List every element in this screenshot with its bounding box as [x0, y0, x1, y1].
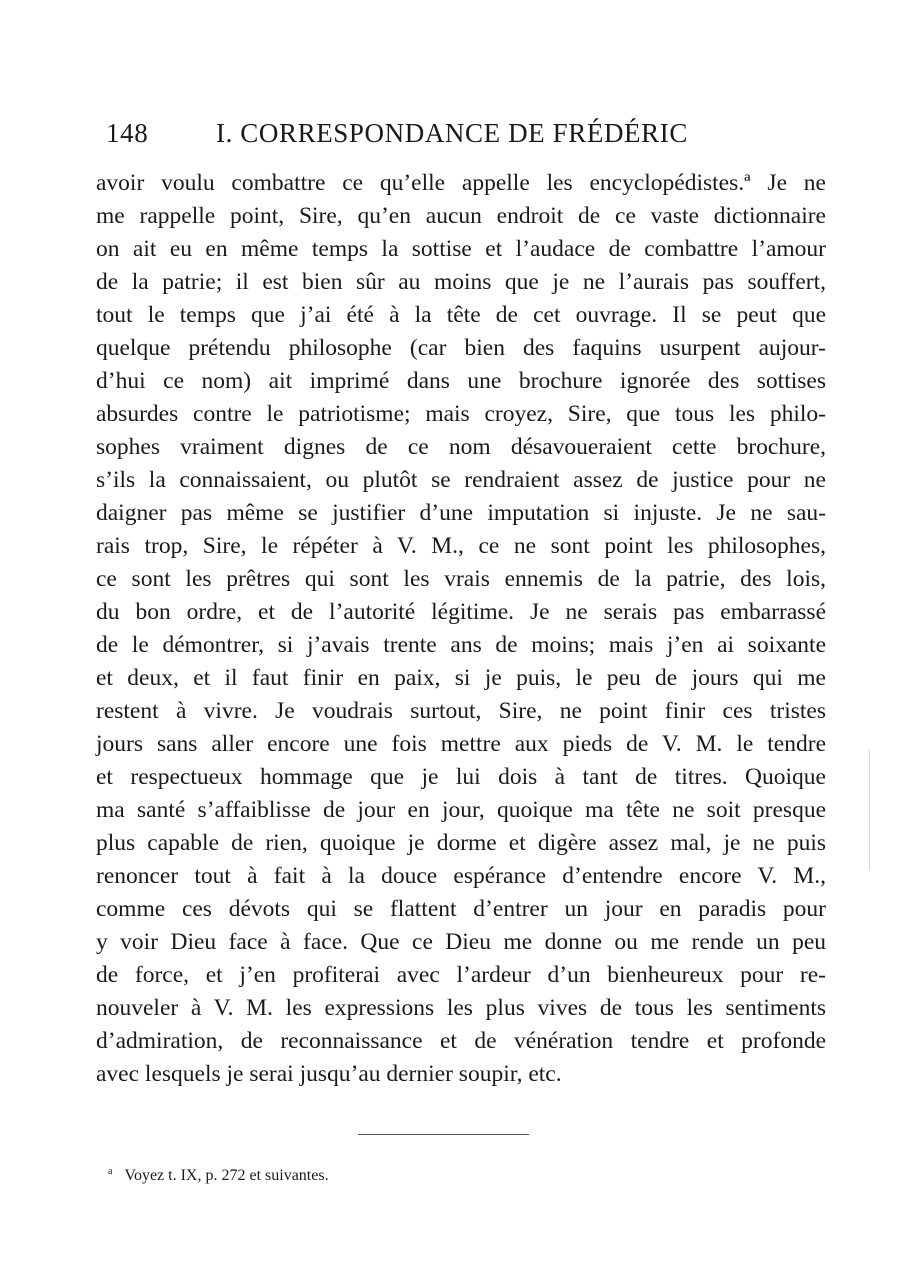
text-line: renoncer tout à fait à la douce espérance d’entendre encore V. M., — [96, 863, 826, 889]
running-title: I. CORRESPONDANCE DE FRÉDÉRIC — [216, 118, 688, 148]
text-line: plus capable de rien, quoique je dorme et digère assez mal, je ne puis — [96, 830, 826, 856]
footnote — [108, 1166, 329, 1185]
text-line: et respectueux hommage que je lui dois à tant de titres. Quoique — [96, 764, 826, 790]
text-line: jours sans aller encore une fois mettre aux pieds de V. M. le tendre — [96, 731, 826, 757]
text-line: s’ils la connaissaient, ou plutôt se rendraient assez de justice pour ne — [96, 467, 826, 493]
text-line: avoir voulu combattre ce qu’elle appelle les encyclopédistes.ª Je ne — [96, 170, 826, 196]
page-number: 148 — [106, 118, 149, 148]
scan-margin-mark — [869, 750, 870, 870]
footnote-marker: a — [108, 1166, 113, 1177]
text-line: restent à vivre. Je voudrais surtout, Sire, ne point finir ces tristes — [96, 698, 826, 724]
text-line: d’hui ce nom) ait imprimé dans une brochure ignorée des sottises — [96, 368, 826, 394]
text-line: absurdes contre le patriotisme; mais croyez, Sire, que tous les philo- — [96, 401, 826, 427]
text-line: daigner pas même se justifier d’une imputation si injuste. Je ne sau- — [96, 500, 826, 526]
text-line: quelque prétendu philosophe (car bien des faquins usurpent aujour- — [96, 335, 826, 361]
text-line: ma santé s’affaiblisse de jour en jour, quoique ma tête ne soit presque — [96, 797, 826, 823]
text-line: ce sont les prêtres qui sont les vrais ennemis de la patrie, des lois, — [96, 566, 826, 592]
text-line: me rappelle point, Sire, qu’en aucun endroit de ce vaste dictionnaire — [96, 203, 826, 229]
text-line: et deux, et il faut finir en paix, si je puis, le peu de jours qui me — [96, 665, 826, 691]
text-line: de force, et j’en profiterai avec l’ardeur d’un bienheureux pour re- — [96, 962, 826, 988]
footnote-divider — [358, 1134, 529, 1135]
text-line: nouveler à V. M. les expressions les plus vives de tous les sentiments — [96, 995, 826, 1021]
text-line: du bon ordre, et de l’autorité légitime. Je ne serais pas embarrassé — [96, 599, 826, 625]
text-line: y voir Dieu face à face. Que ce Dieu me donne ou me rende un peu — [96, 929, 826, 955]
text-line: on ait eu en même temps la sottise et l’audace de combattre l’amour — [96, 236, 826, 262]
text-line: tout le temps que j’ai été à la tête de cet ouvrage. Il se peut que — [96, 302, 826, 328]
text-line: de la patrie; il est bien sûr au moins que je ne l’aurais pas souffert, — [96, 269, 826, 295]
text-line: d’admiration, de reconnaissance et de vénération tendre et profonde — [96, 1028, 826, 1054]
text-line: avec lesquels je serai jusqu’au dernier soupir, etc. — [96, 1061, 562, 1087]
text-line: sophes vraiment dignes de ce nom désavoueraient cette brochure, — [96, 434, 826, 460]
text-line: rais trop, Sire, le répéter à V. M., ce ne sont point les philosophes, — [96, 533, 826, 559]
running-header — [106, 118, 726, 149]
text-line: de le démontrer, si j’avais trente ans de moins; mais j’en ai soixante — [96, 632, 826, 658]
footnote-text: Voyez t. IX, p. 272 et suivantes. — [124, 1167, 329, 1184]
text-line: comme ces dévots qui se flattent d’entrer un jour en paradis pour — [96, 896, 826, 922]
